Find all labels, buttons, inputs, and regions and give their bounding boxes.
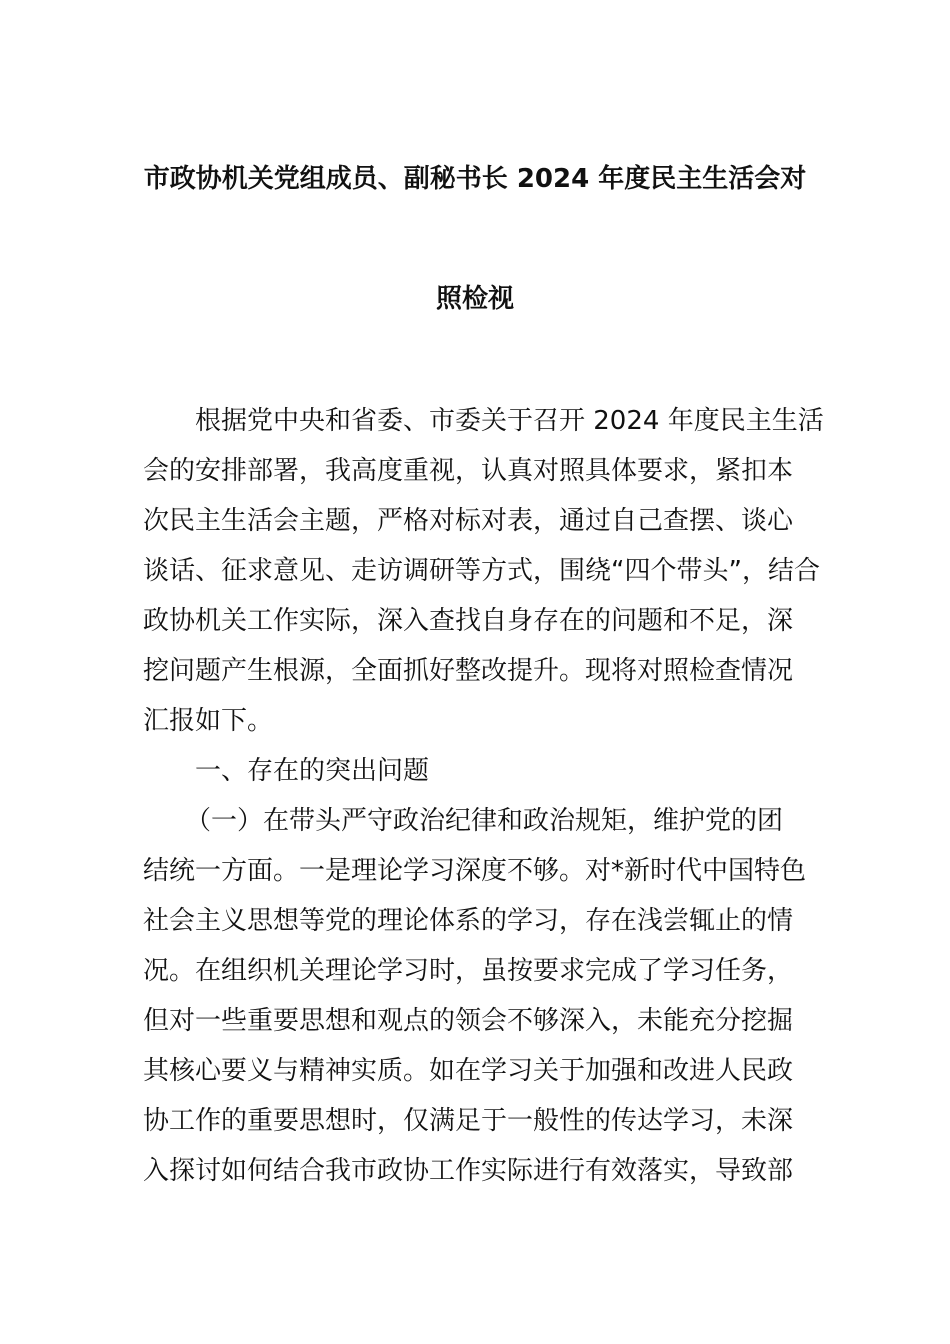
paragraph-line: 次民主生活会主题，严格对标对表，通过自己查摆、谈心 <box>143 506 794 536</box>
paragraph-line: 但对一些重要思想和观点的领会不够深入，未能充分挖掘 <box>143 1006 794 1036</box>
paragraph-line: 谈话、征求意见、走访调研等方式，围绕“四个带头”，结合 <box>143 556 820 586</box>
paragraph-line: 政协机关工作实际，深入查找自身存在的问题和不足，深 <box>143 606 794 636</box>
subsection-line: （一）在带头严守政治纪律和政治规矩，维护党的团 <box>185 806 784 836</box>
paragraph-line: 其核心要义与精神实质。如在学习关于加强和改进人民政 <box>143 1056 794 1086</box>
document-title-line-1: 市政协机关党组成员、副秘书长 2024 年度民主生活会对 <box>143 164 807 194</box>
paragraph-line: 况。在组织机关理论学习时，虽按要求完成了学习任务， <box>143 956 794 986</box>
paragraph-line: 会的安排部署，我高度重视，认真对照具体要求，紧扣本 <box>143 456 794 486</box>
paragraph-line: 结统一方面。一是理论学习深度不够。对*新时代中国特色 <box>143 856 807 886</box>
paragraph-line: 汇报如下。 <box>143 706 274 736</box>
paragraph-line: 协工作的重要思想时，仅满足于一般性的传达学习，未深 <box>143 1106 794 1136</box>
paragraph-line: 根据党中央和省委、市委关于召开 2024 年度民主生活 <box>195 406 824 436</box>
section-heading: 一、存在的突出问题 <box>195 756 430 786</box>
paragraph-line: 挖问题产生根源，全面抓好整改提升。现将对照检查情况 <box>143 656 794 686</box>
document-title-line-2: 照检视 <box>435 284 514 314</box>
paragraph-line: 社会主义思想等党的理论体系的学习，存在浅尝辄止的情 <box>143 906 794 936</box>
paragraph-line: 入探讨如何结合我市政协工作实际进行有效落实，导致部 <box>143 1156 794 1186</box>
